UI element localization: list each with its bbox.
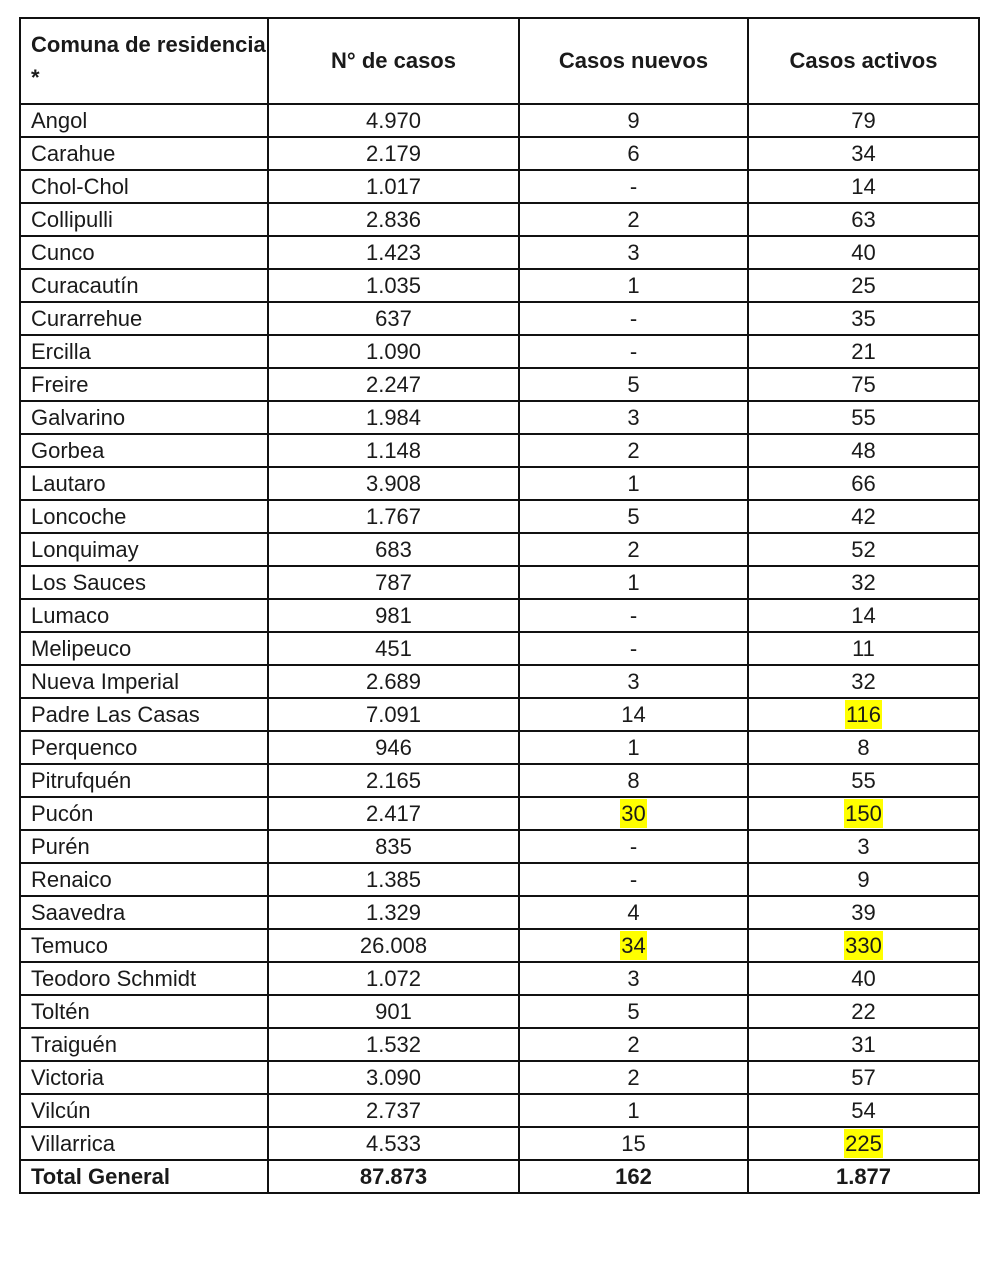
value: 3 <box>627 239 640 265</box>
cell-activos <box>748 995 979 1028</box>
cell-comuna: Ercilla <box>20 335 268 368</box>
cell-activos <box>748 467 979 500</box>
value: - <box>629 602 638 628</box>
cell-comuna: Gorbea <box>20 434 268 467</box>
highlighted-value: 116 <box>845 701 882 727</box>
value: 48 <box>851 437 876 463</box>
header-comuna: Comuna de residencia * <box>20 18 268 104</box>
value: 9 <box>857 866 870 892</box>
cell-casos: 2.836 <box>268 203 519 236</box>
total-label: Total General <box>20 1160 268 1193</box>
cell-activos <box>748 533 979 566</box>
header-casos: N° de casos <box>268 18 519 104</box>
table-row <box>20 401 979 434</box>
value: 8 <box>857 734 870 760</box>
value: - <box>629 866 638 892</box>
cell-casos: 1.984 <box>268 401 519 434</box>
cell-comuna: Nueva Imperial <box>20 665 268 698</box>
value: 52 <box>851 536 876 562</box>
value: 3 <box>857 833 870 859</box>
cell-nuevos <box>519 368 748 401</box>
table-row <box>20 962 979 995</box>
table-row <box>20 1061 979 1094</box>
value: 5 <box>627 503 640 529</box>
cell-nuevos <box>519 929 748 962</box>
value: 34 <box>851 140 876 166</box>
cell-casos: 1.072 <box>268 962 519 995</box>
total-row <box>20 1160 979 1193</box>
table-row <box>20 203 979 236</box>
value: 1 <box>627 1097 640 1123</box>
value: 1 <box>627 272 640 298</box>
table-row <box>20 830 979 863</box>
cell-comuna: Traiguén <box>20 1028 268 1061</box>
cell-nuevos <box>519 1127 748 1160</box>
value: 8 <box>627 767 640 793</box>
cell-activos <box>748 632 979 665</box>
cell-activos <box>748 797 979 830</box>
cell-comuna: Teodoro Schmidt <box>20 962 268 995</box>
value: - <box>629 635 638 661</box>
value: 66 <box>851 470 876 496</box>
cell-nuevos <box>519 434 748 467</box>
table-row <box>20 1127 979 1160</box>
table-header <box>20 18 979 104</box>
table-row <box>20 863 979 896</box>
cell-casos: 1.017 <box>268 170 519 203</box>
cell-nuevos <box>519 1061 748 1094</box>
value: 2 <box>627 437 640 463</box>
cell-activos <box>748 368 979 401</box>
cell-comuna: Pitrufquén <box>20 764 268 797</box>
cell-nuevos <box>519 1028 748 1061</box>
cell-activos <box>748 203 979 236</box>
cell-nuevos <box>519 599 748 632</box>
cell-casos: 1.148 <box>268 434 519 467</box>
table-row <box>20 500 979 533</box>
table-row <box>20 566 979 599</box>
value: 15 <box>621 1130 646 1156</box>
value: 63 <box>851 206 876 232</box>
cell-nuevos <box>519 797 748 830</box>
table-row <box>20 236 979 269</box>
cell-casos: 1.090 <box>268 335 519 368</box>
value: 35 <box>851 305 876 331</box>
value: 32 <box>851 668 876 694</box>
value: 6 <box>627 140 640 166</box>
cell-casos: 2.417 <box>268 797 519 830</box>
total-casos: 87.873 <box>268 1160 519 1193</box>
value: 54 <box>851 1097 876 1123</box>
value: 14 <box>851 602 876 628</box>
cell-activos <box>748 665 979 698</box>
highlighted-value: 34 <box>621 932 646 958</box>
cell-nuevos <box>519 863 748 896</box>
cell-casos: 1.423 <box>268 236 519 269</box>
value: 79 <box>851 107 876 133</box>
cell-nuevos <box>519 401 748 434</box>
value: 2 <box>627 1031 640 1057</box>
value: 55 <box>851 767 876 793</box>
cell-comuna: Lumaco <box>20 599 268 632</box>
cell-casos: 901 <box>268 995 519 1028</box>
cell-casos: 2.689 <box>268 665 519 698</box>
cell-activos <box>748 1127 979 1160</box>
cell-casos: 2.247 <box>268 368 519 401</box>
cell-comuna: Angol <box>20 104 268 137</box>
cell-comuna: Lautaro <box>20 467 268 500</box>
cell-nuevos <box>519 566 748 599</box>
cell-casos: 981 <box>268 599 519 632</box>
value: 1 <box>627 734 640 760</box>
value: 40 <box>851 239 876 265</box>
cell-nuevos <box>519 170 748 203</box>
cell-casos: 7.091 <box>268 698 519 731</box>
cell-nuevos <box>519 764 748 797</box>
cell-comuna: Purén <box>20 830 268 863</box>
value: - <box>629 173 638 199</box>
value: 3 <box>627 965 640 991</box>
cell-casos: 683 <box>268 533 519 566</box>
cell-comuna: Los Sauces <box>20 566 268 599</box>
cell-comuna: Collipulli <box>20 203 268 236</box>
total-activos: 1.877 <box>748 1160 979 1193</box>
cell-nuevos <box>519 467 748 500</box>
cell-comuna: Lonquimay <box>20 533 268 566</box>
cell-activos <box>748 731 979 764</box>
cell-nuevos <box>519 533 748 566</box>
cell-activos <box>748 863 979 896</box>
value: 2 <box>627 536 640 562</box>
cell-nuevos <box>519 698 748 731</box>
cell-activos <box>748 335 979 368</box>
cell-comuna: Vilcún <box>20 1094 268 1127</box>
cell-activos <box>748 500 979 533</box>
cell-activos <box>748 170 979 203</box>
cell-casos: 637 <box>268 302 519 335</box>
value: 3 <box>627 404 640 430</box>
cell-casos: 3.908 <box>268 467 519 500</box>
cell-casos: 26.008 <box>268 929 519 962</box>
table-row <box>20 599 979 632</box>
cell-casos: 4.970 <box>268 104 519 137</box>
cell-comuna: Loncoche <box>20 500 268 533</box>
cell-comuna: Melipeuco <box>20 632 268 665</box>
value: 11 <box>852 635 875 661</box>
table-row <box>20 467 979 500</box>
cell-casos: 3.090 <box>268 1061 519 1094</box>
table-row <box>20 533 979 566</box>
value: 22 <box>851 998 876 1024</box>
table-row <box>20 929 979 962</box>
table-row <box>20 764 979 797</box>
value: 21 <box>851 338 876 364</box>
cell-activos <box>748 104 979 137</box>
table-row <box>20 1028 979 1061</box>
cell-activos <box>748 599 979 632</box>
table-row <box>20 1094 979 1127</box>
value: 32 <box>851 569 876 595</box>
table-row <box>20 335 979 368</box>
cell-nuevos <box>519 830 748 863</box>
highlighted-value: 150 <box>845 800 882 826</box>
cell-activos <box>748 929 979 962</box>
header-nuevos: Casos nuevos <box>519 18 748 104</box>
table-row <box>20 170 979 203</box>
cell-casos: 835 <box>268 830 519 863</box>
cell-comuna: Curacautín <box>20 269 268 302</box>
cell-casos: 946 <box>268 731 519 764</box>
table-row <box>20 731 979 764</box>
cell-nuevos <box>519 632 748 665</box>
cell-nuevos <box>519 203 748 236</box>
cell-casos: 1.385 <box>268 863 519 896</box>
value: 31 <box>851 1031 876 1057</box>
value: 42 <box>851 503 876 529</box>
cell-comuna: Cunco <box>20 236 268 269</box>
cell-activos <box>748 962 979 995</box>
highlighted-value: 30 <box>621 800 646 826</box>
value: 55 <box>851 404 876 430</box>
cell-comuna: Saavedra <box>20 896 268 929</box>
table-row <box>20 434 979 467</box>
table-row <box>20 896 979 929</box>
cell-casos: 2.165 <box>268 764 519 797</box>
cell-casos: 1.767 <box>268 500 519 533</box>
value: 2 <box>627 206 640 232</box>
value: 1 <box>627 470 640 496</box>
value: 1 <box>627 569 640 595</box>
table-body <box>20 104 979 1193</box>
cell-comuna: Carahue <box>20 137 268 170</box>
cell-comuna: Freire <box>20 368 268 401</box>
value: 5 <box>627 998 640 1024</box>
cell-comuna: Victoria <box>20 1061 268 1094</box>
cell-nuevos <box>519 995 748 1028</box>
cell-casos: 1.532 <box>268 1028 519 1061</box>
cell-nuevos <box>519 500 748 533</box>
cell-comuna: Padre Las Casas <box>20 698 268 731</box>
value: 14 <box>851 173 876 199</box>
cell-activos <box>748 401 979 434</box>
value: 9 <box>627 107 640 133</box>
cell-activos <box>748 566 979 599</box>
table-row <box>20 302 979 335</box>
cell-nuevos <box>519 1094 748 1127</box>
cell-nuevos <box>519 335 748 368</box>
cell-comuna: Renaico <box>20 863 268 896</box>
cell-comuna: Pucón <box>20 797 268 830</box>
cell-activos <box>748 830 979 863</box>
cell-comuna: Chol-Chol <box>20 170 268 203</box>
value: 57 <box>851 1064 876 1090</box>
value: 5 <box>627 371 640 397</box>
cell-casos: 451 <box>268 632 519 665</box>
cell-comuna: Villarrica <box>20 1127 268 1160</box>
value: 75 <box>851 371 876 397</box>
cell-comuna: Galvarino <box>20 401 268 434</box>
cell-activos <box>748 302 979 335</box>
table-row <box>20 698 979 731</box>
value: 40 <box>851 965 876 991</box>
cell-casos: 1.329 <box>268 896 519 929</box>
cell-activos <box>748 434 979 467</box>
cell-nuevos <box>519 137 748 170</box>
cell-activos <box>748 896 979 929</box>
cell-casos: 2.737 <box>268 1094 519 1127</box>
table-row <box>20 632 979 665</box>
value: 4 <box>627 899 640 925</box>
value: 14 <box>621 701 646 727</box>
table-row <box>20 665 979 698</box>
cell-nuevos <box>519 896 748 929</box>
table-row <box>20 269 979 302</box>
table-row <box>20 995 979 1028</box>
highlighted-value: 330 <box>845 932 882 958</box>
header-activos: Casos activos <box>748 18 979 104</box>
cell-activos <box>748 764 979 797</box>
value: 3 <box>627 668 640 694</box>
cell-nuevos <box>519 269 748 302</box>
highlighted-value: 225 <box>845 1130 882 1156</box>
cell-comuna: Perquenco <box>20 731 268 764</box>
cell-comuna: Curarrehue <box>20 302 268 335</box>
cell-casos: 1.035 <box>268 269 519 302</box>
cell-activos <box>748 137 979 170</box>
cell-casos: 787 <box>268 566 519 599</box>
value: - <box>629 338 638 364</box>
table-row <box>20 137 979 170</box>
cell-nuevos <box>519 731 748 764</box>
cell-activos <box>748 698 979 731</box>
total-nuevos: 162 <box>519 1160 748 1193</box>
table-row <box>20 797 979 830</box>
cell-nuevos <box>519 236 748 269</box>
cell-activos <box>748 1028 979 1061</box>
cell-comuna: Temuco <box>20 929 268 962</box>
cell-casos: 4.533 <box>268 1127 519 1160</box>
cell-casos: 2.179 <box>268 137 519 170</box>
cell-activos <box>748 1094 979 1127</box>
value: - <box>629 305 638 331</box>
table-row <box>20 104 979 137</box>
cell-activos <box>748 236 979 269</box>
table-row <box>20 368 979 401</box>
value: 2 <box>627 1064 640 1090</box>
cell-activos <box>748 269 979 302</box>
cell-nuevos <box>519 962 748 995</box>
cell-nuevos <box>519 665 748 698</box>
cell-activos <box>748 1061 979 1094</box>
cell-nuevos <box>519 104 748 137</box>
cell-comuna: Toltén <box>20 995 268 1028</box>
value: 39 <box>851 899 876 925</box>
cases-by-commune-table <box>19 17 980 1194</box>
value: - <box>629 833 638 859</box>
header-row <box>20 18 979 104</box>
value: 25 <box>851 272 876 298</box>
cell-nuevos <box>519 302 748 335</box>
